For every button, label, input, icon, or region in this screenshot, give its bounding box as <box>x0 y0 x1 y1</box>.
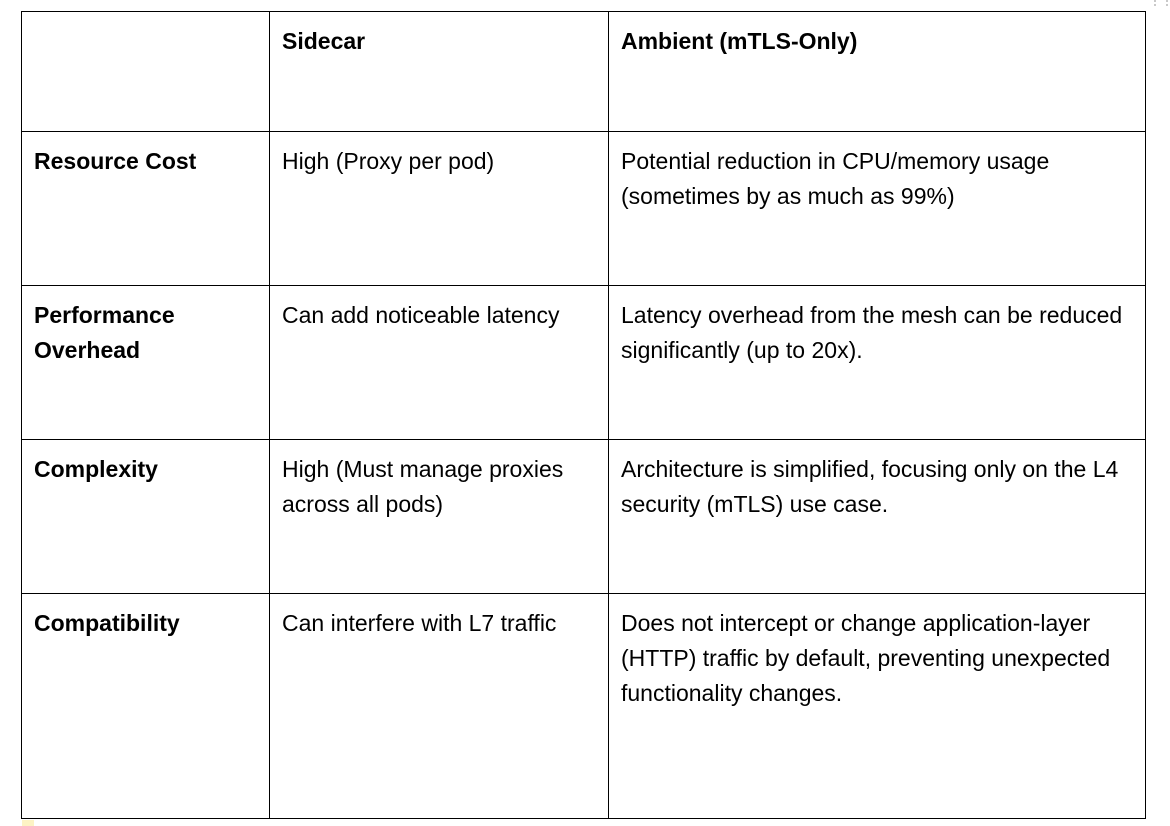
ambient-cell: Architecture is simplified, focusing only on the L4 security (mTLS) use case. <box>609 440 1146 594</box>
row-label: Resource Cost <box>22 132 270 286</box>
sidecar-cell: Can add noticeable latency <box>270 286 609 440</box>
header-empty-cell <box>22 12 270 132</box>
header-ambient: Ambient (mTLS-Only) <box>609 12 1146 132</box>
header-sidecar: Sidecar <box>270 12 609 132</box>
table-row <box>22 440 1146 594</box>
table-row <box>22 132 1146 286</box>
sidecar-cell: High (Must manage proxies across all pods) <box>270 440 609 594</box>
table-row <box>22 594 1146 819</box>
row-label: Performance Overhead <box>22 286 270 440</box>
ambient-cell: Potential reduction in CPU/memory usage (sometimes by as much as 99%) <box>609 132 1146 286</box>
table-header-row <box>22 12 1146 132</box>
sidecar-cell: Can interfere with L7 traffic <box>270 594 609 819</box>
comparison-table <box>21 11 1146 819</box>
resize-handle-icon <box>1154 0 1168 6</box>
ambient-cell: Does not intercept or change application-layer (HTTP) traffic by default, preventing unexpected functionality changes. <box>609 594 1146 819</box>
ambient-cell: Latency overhead from the mesh can be reduced significantly (up to 20x). <box>609 286 1146 440</box>
table-row <box>22 286 1146 440</box>
sidecar-cell: High (Proxy per pod) <box>270 132 609 286</box>
row-label: Compatibility <box>22 594 270 819</box>
row-label: Complexity <box>22 440 270 594</box>
selection-edge-marker <box>22 820 34 826</box>
